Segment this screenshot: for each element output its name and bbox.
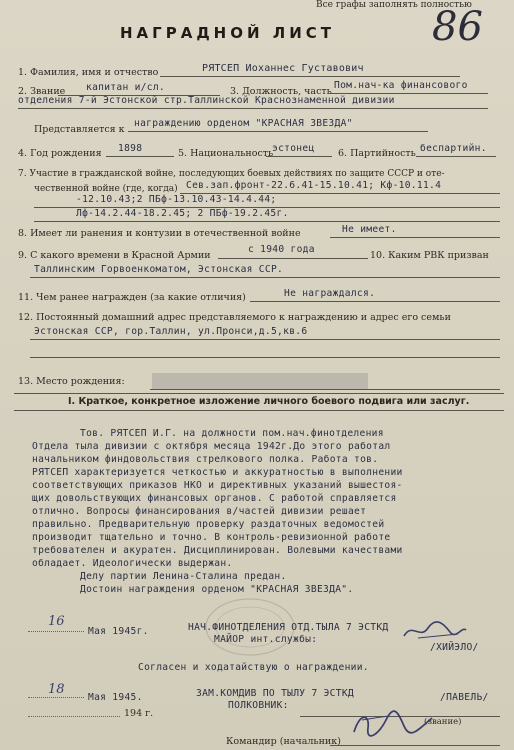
field-address-value: Эстонская ССР, гор.Таллин, ул.Пронси,д.5,кв.6 [34, 326, 308, 337]
field-war-value-2: -12.10.43;2 ПБф-13.10.43-14.4.44; [76, 194, 277, 205]
field-birthplace-label: 13. Место рождения: [18, 376, 125, 387]
sign1-name: /ХИЙЭЛО/ [430, 642, 479, 653]
field-nationality-value: эстонец [272, 143, 315, 154]
date2-day: 18 [48, 682, 65, 697]
field-position-value-1: Пом.нач-ка финансового [334, 80, 468, 91]
sign2-title-1: ЗАМ.КОМДИВ ПО ТЫЛУ 7 ЭСТКД [196, 688, 354, 699]
sign2-name: /ПАВЕЛЬ/ [440, 692, 489, 703]
field-position-value-2: отделения 7-й Эстонской стр.Таллинской Краснознаменной дивизии [18, 95, 395, 106]
date3-blank: 194 г. [124, 708, 154, 719]
field-position-label: 3. Должность, часть [230, 86, 332, 97]
narrative-line: Достоин награждения орденом "КРАСНАЯ ЗВЕЗДА". [80, 584, 354, 595]
field-prior-awards-label: 11. Чем ранее награжден (за какие отличия) [18, 292, 246, 303]
presented-label: Представляется к [34, 124, 125, 135]
sign2-title-2: ПОЛКОВНИК: [228, 700, 289, 711]
commander-label: Командир (начальник) [226, 736, 341, 747]
narrative-line: производит тщательно и точно. В контроль-ревизионной работе [32, 532, 391, 543]
field-name-value: РЯТСЕП Иоханнес Густавович [202, 63, 364, 74]
narrative-line: обладает. Идеологически выдержан. [32, 558, 233, 569]
date2-month-year: Мая 1945. [88, 692, 143, 703]
field-rank-label: 2. Звание [18, 86, 66, 97]
field-address-label: 12. Постоянный домашний адрес представляемого к награждению и адрес его семьи [18, 312, 451, 323]
all-fields-note: Все графы заполнять полностью [316, 0, 472, 10]
field-rank-value: капитан и/сл. [86, 82, 165, 93]
narrative-line: соответствующих приказов НКО и директивных указаний вышестоя- [32, 480, 403, 491]
narrative-line: Тов. РЯТСЕП И.Г. на должности пом.нач.финотделения [80, 428, 384, 439]
field-birth-year-label: 4. Год рождения [18, 148, 102, 159]
field-rvk-value: Таллинским Горвоенкоматом, Эстонская ССР. [34, 264, 284, 275]
narrative-line: начальником финдовольствия стрелкового полка. Работа тов. [32, 454, 379, 465]
field-war-label-1: 7. Участие в гражданской войне, последующих боевых действиях по защите СССР и оте- [18, 169, 445, 179]
field-name-label: 1. Фамилия, имя и отчество [18, 67, 159, 78]
field-wounds-label: 8. Имеет ли ранения и контузии в отечественной войне [18, 228, 301, 239]
field-birth-year-value: 1898 [118, 143, 143, 154]
narrative-line: РЯТСЕП характеризуется четкостью и аккуратностью в выполнении [32, 467, 403, 478]
document-title: НАГРАДНОЙ ЛИСТ [120, 24, 336, 42]
field-war-value-3: Лф-14.2.44-18.2.45; 2 ПБф-19.2.45г. [76, 208, 289, 219]
narrative-line: щих довольствующих финансовых органов. С работой справляется [32, 493, 397, 504]
field-party-label: 6. Партийность [338, 148, 416, 159]
field-army-since-label: 9. С какого времени в Красной Армии [18, 250, 211, 261]
rank-label: (звание) [424, 717, 462, 727]
field-nationality-label: 5. Национальность [178, 148, 274, 159]
date1-month-year: Мая 1945г. [88, 626, 149, 637]
field-war-label-2: чественной войне (где, когда) [34, 184, 178, 194]
signature-2 [348, 706, 438, 742]
sign1-title-2: МАЙОР инт.службы: [214, 634, 318, 645]
field-army-since-value: с 1940 года [248, 244, 315, 255]
field-prior-awards-value: Не награждался. [284, 288, 376, 299]
agree-text: Согласен и ходатайствую о награждении. [138, 662, 369, 673]
presented-value: награждению орденом "КРАСНАЯ ЗВЕЗДА" [134, 118, 353, 129]
field-rvk-label: 10. Каким РВК призван [370, 250, 489, 261]
redacted-birthplace [152, 373, 368, 389]
field-party-value: беспартийн. [420, 143, 487, 154]
narrative-line: Делу партии Ленина-Сталина предан. [80, 571, 287, 582]
narrative-line: требователен и акуратен. Дисциплинирован. Волевыми качествами [32, 545, 403, 556]
handwritten-number: 86 [432, 4, 483, 50]
narrative-line: правильно. Предварительную проверку раздаточных ведомостей [32, 519, 385, 530]
field-wounds-value: Не имеет. [342, 224, 397, 235]
narrative-line: Отдела тыла дивизии с октября месяца 1942г.До этого работал [32, 441, 391, 452]
narrative-line: отлично. Вопросы финансирования в/частей дивизии решает [32, 506, 367, 517]
date1-day: 16 [48, 614, 65, 629]
field-war-value-1: Сев.зап.фронт-22.6.41-15.10.41; Кф-10.11.4 [186, 180, 442, 191]
section-heading: I. Краткое, конкретное изложение личного боевого подвига или заслуг. [68, 396, 470, 407]
sign1-title-1: НАЧ.ФИНОТДЕЛЕНИЯ ОТД.ТЫЛА 7 ЭСТКД [188, 622, 389, 633]
